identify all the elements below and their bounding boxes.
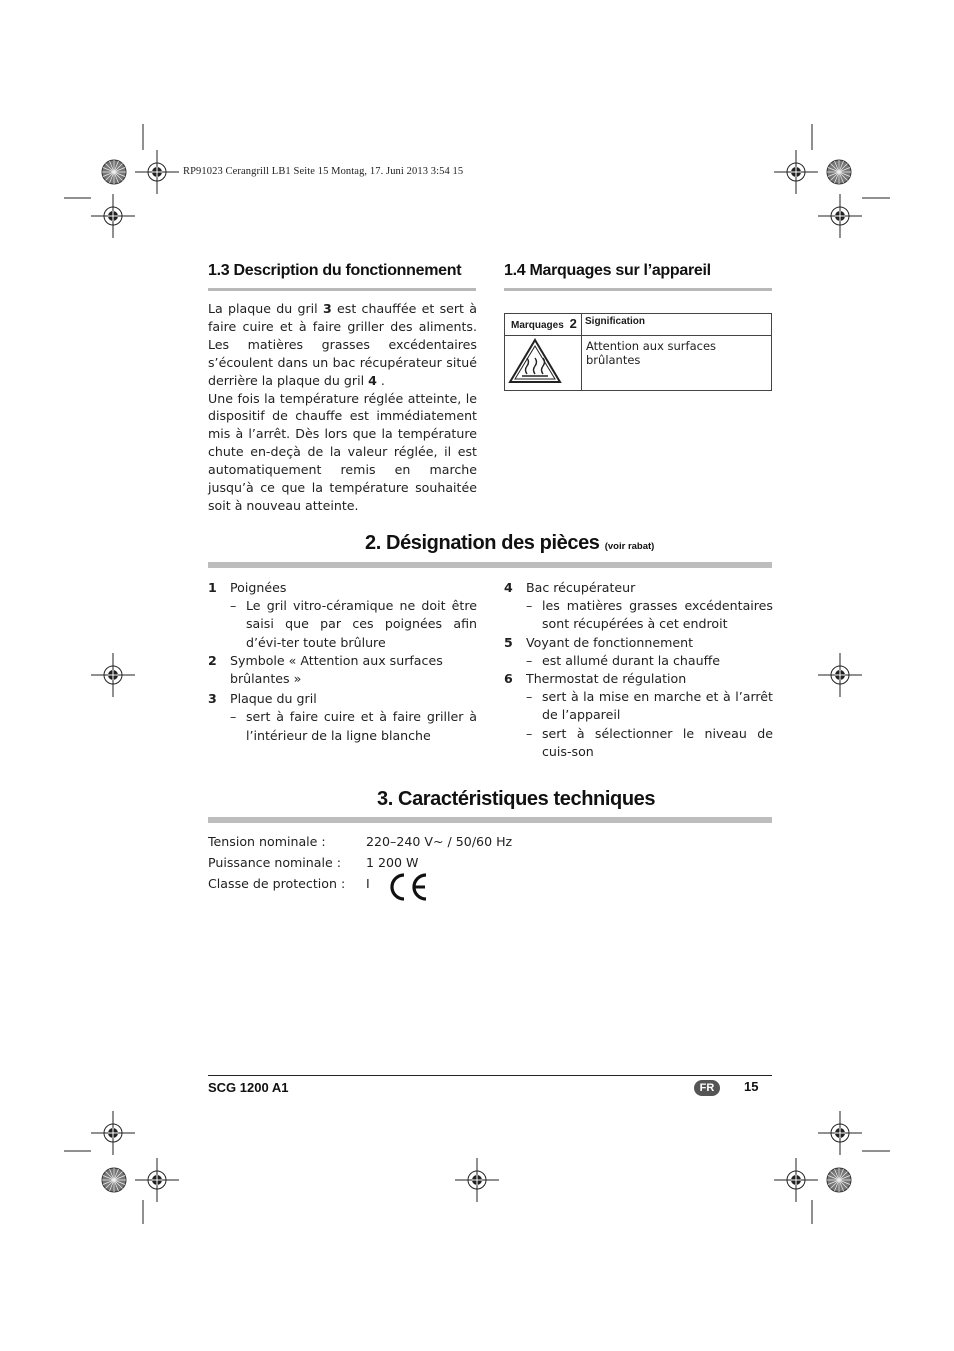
part-item-3-note: – sert à faire cuire et à faire griller à l’intérieur de la ligne blanche xyxy=(230,709,477,743)
printer-slug-header: RP91023 Cerangrill LB1 Seite 15 Montag, 17. Juni 2013 3:54 15 xyxy=(183,166,464,177)
section-1-3-title: 1.3 Description du fonctionnement xyxy=(208,262,462,279)
part-item-3: 3 Plaque du gril xyxy=(208,691,317,707)
part-item-6-note-1: – sert à la mise en marche et à l’arrêt de l’appareil xyxy=(526,689,773,723)
language-badge: FR xyxy=(694,1080,720,1096)
parts-list-left xyxy=(208,579,477,745)
part-item-1-note: – Le gril vitro-céramique ne doit être saisi que par ces poignées afin d’évi-ter toute brûlure xyxy=(230,598,477,650)
markings-table xyxy=(504,313,772,391)
part-item-5-note: – est allumé durant la chauffe xyxy=(526,652,721,668)
section-2-title: 2. Désignation des pièces (voir rabat) xyxy=(365,532,655,554)
markings-col-header: Marquages 2 xyxy=(505,314,582,336)
part-item-4-note: – les matières grasses excédentaires sont récupérées à cet endroit xyxy=(526,598,773,632)
part-item-6: 6 Thermostat de régulation xyxy=(504,671,687,687)
section-2-rule xyxy=(208,562,772,568)
hot-surface-meaning: Attention aux surfaces brûlantes xyxy=(582,336,772,391)
tech-specs: Tension nominale : 220–240 V~ / 50/60 Hz Puissance nominale : 1 200 W Classe de protection : I xyxy=(208,834,513,891)
section-3-rule xyxy=(208,817,772,823)
section-1-3-rule xyxy=(208,288,476,291)
ce-mark-icon xyxy=(386,870,430,904)
part-item-2: 2 Symbole « Attention aux surfaces brûlantes » xyxy=(208,652,443,687)
footer-rule xyxy=(208,1075,772,1076)
part-item-4: 4 Bac récupérateur xyxy=(504,580,636,595)
section-3-title: 3. Caractéristiques techniques xyxy=(377,788,656,810)
hot-surface-cell xyxy=(505,336,582,391)
section-1-3-paragraph-2: Une fois la température réglée atteinte, le dispositif de chauffe est immédiatement mis à l’arrêt. Dès lors que la température chute en-deçà de la valeur réglée, il est automatiquement remis en marche jusqu’à ce que la température souhaitée soit à nouveau atteinte. xyxy=(208,390,477,513)
meaning-col-header: Signification xyxy=(582,314,772,336)
footer-model-number: SCG 1200 A1 xyxy=(208,1080,289,1095)
page-number: 15 xyxy=(744,1079,759,1094)
section-1-4-title: 1.4 Marquages sur l’appareil xyxy=(504,262,711,279)
part-item-5: 5 Voyant de fonctionnement xyxy=(504,634,694,650)
section-2-subtitle: (voir rabat) xyxy=(604,541,655,552)
part-item-1: 1 Poignées xyxy=(208,580,287,595)
section-1-3-paragraph-1: La plaque du gril 3 est chauffée et sert à faire cuire et à faire griller des aliments. Les matières grasses excédentaires s’écoulent dans un bac récupérateur situé derrière la plaque du gril 4 . xyxy=(208,301,477,388)
hot-surface-warning-icon xyxy=(505,336,581,386)
part-item-6-note-2: – sert à sélectionner le niveau de cuis-son xyxy=(526,725,773,759)
parts-list-right xyxy=(504,579,773,761)
section-1-4-rule xyxy=(504,288,772,291)
section-1-3-body xyxy=(208,300,477,515)
